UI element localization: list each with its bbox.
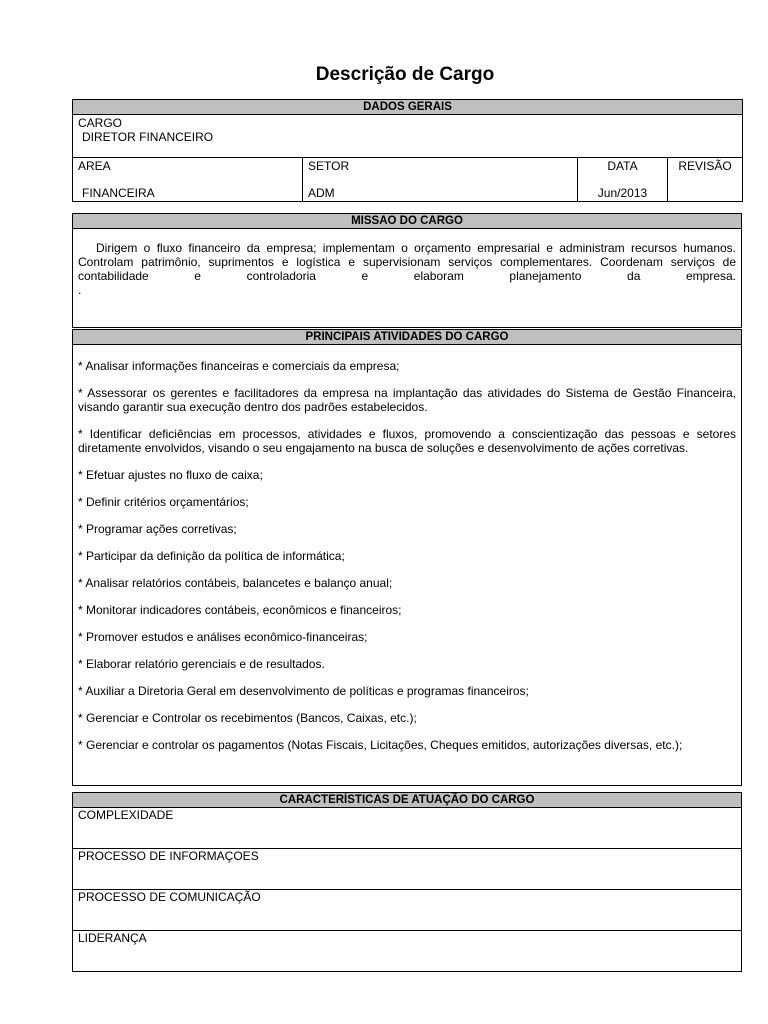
caracteristicas-header: CARACTERÍSTICAS DE ATUAÇÃO DO CARGO (73, 793, 742, 808)
area-value: FINANCEIRA (82, 186, 155, 200)
atividades-table (72, 329, 742, 786)
data-label: DATA (607, 159, 638, 173)
missao-text: Dirigem o fluxo financeiro da empresa; implementam o orçamento empresarial e administram recursos humanos. Controlam patrimônio, suprimentos e logística e supervisionam serviços complementares. Coordenam serviços de contabilidade e controladoria e elaboram planejamento da empresa. (78, 241, 736, 283)
cargo-label: CARGO (78, 116, 123, 130)
revisao-cell (668, 158, 743, 202)
setor-cell (303, 158, 578, 202)
atividade-item: * Gerenciar e Controlar os recebimentos (Bancos, Caixas, etc.); (78, 711, 417, 725)
missao-table (72, 213, 742, 328)
missao-header: MISSAO DO CARGO (73, 214, 742, 229)
setor-value: ADM (308, 186, 335, 200)
atividades-cell (73, 345, 742, 786)
revisao-label: REVISÃO (678, 159, 732, 173)
page-title: Descrição de Cargo (315, 64, 495, 85)
atividade-item: * Analisar relatórios contábeis, balancetes e balanço anual; (78, 576, 393, 590)
atividade-item: * Analisar informações financeiras e comerciais da empresa; (78, 359, 400, 373)
atividade-item: * Elaborar relatório gerenciais e de resultados. (78, 657, 325, 671)
atividade-item: * Monitorar indicadores contábeis, econômicos e financeiros; (78, 603, 402, 617)
atividade-item: * Efetuar ajustes no fluxo de caixa; (78, 468, 263, 482)
data-cell (578, 158, 668, 202)
cargo-value: DIRETOR FINANCEIRO (82, 130, 214, 144)
processo-informacoes-row: PROCESSO DE INFORMAÇOES (73, 849, 742, 890)
cargo-cell (73, 115, 743, 158)
dados-gerais-header: DADOS GERAIS (73, 100, 743, 115)
processo-comunicacao-row: PROCESSO DE COMUNICAÇÃO (73, 890, 742, 931)
data-value: Jun/2013 (597, 186, 648, 200)
atividade-item: * Participar da definição da política de informática; (78, 549, 345, 563)
complexidade-row: COMPLEXIDADE (73, 808, 742, 849)
atividade-item: * Definir critérios orçamentários; (78, 495, 249, 509)
atividades-header: PRINCIPAIS ATIVIDADES DO CARGO (73, 330, 742, 345)
atividade-item: * Programar ações corretivas; (78, 522, 237, 536)
lideranca-row: LIDERANÇA (73, 931, 742, 972)
atividade-item: * Promover estudos e análises econômico-financeiras; (78, 630, 368, 644)
missao-cell (73, 229, 742, 328)
caracteristicas-table (72, 792, 742, 972)
atividade-item: * Assessorar os gerentes e facilitadores da empresa na implantação das atividades do Sistema de Gestão Financeira, visando garantir sua execução dentro dos padrões estabelecidos. (78, 386, 736, 414)
dados-gerais-table (72, 99, 743, 202)
area-cell (73, 158, 303, 202)
atividade-item: * Auxiliar a Diretoria Geral em desenvolvimento de políticas e programas financeiros; (78, 684, 529, 698)
area-label: AREA (78, 159, 111, 173)
missao-trailing: . (78, 283, 82, 297)
setor-label: SETOR (308, 159, 350, 173)
atividade-item: * Identificar deficiências em processos, atividades e fluxos, promovendo a conscientização das pessoas e setores diretamente envolvidos, visando o seu engajamento na busca de soluções e desenvolvimento de ações corretivas. (78, 427, 736, 455)
atividade-item: * Gerenciar e controlar os pagamentos (Notas Fiscais, Licitações, Cheques emitidos, autorizações diversas, etc.); (78, 738, 683, 752)
